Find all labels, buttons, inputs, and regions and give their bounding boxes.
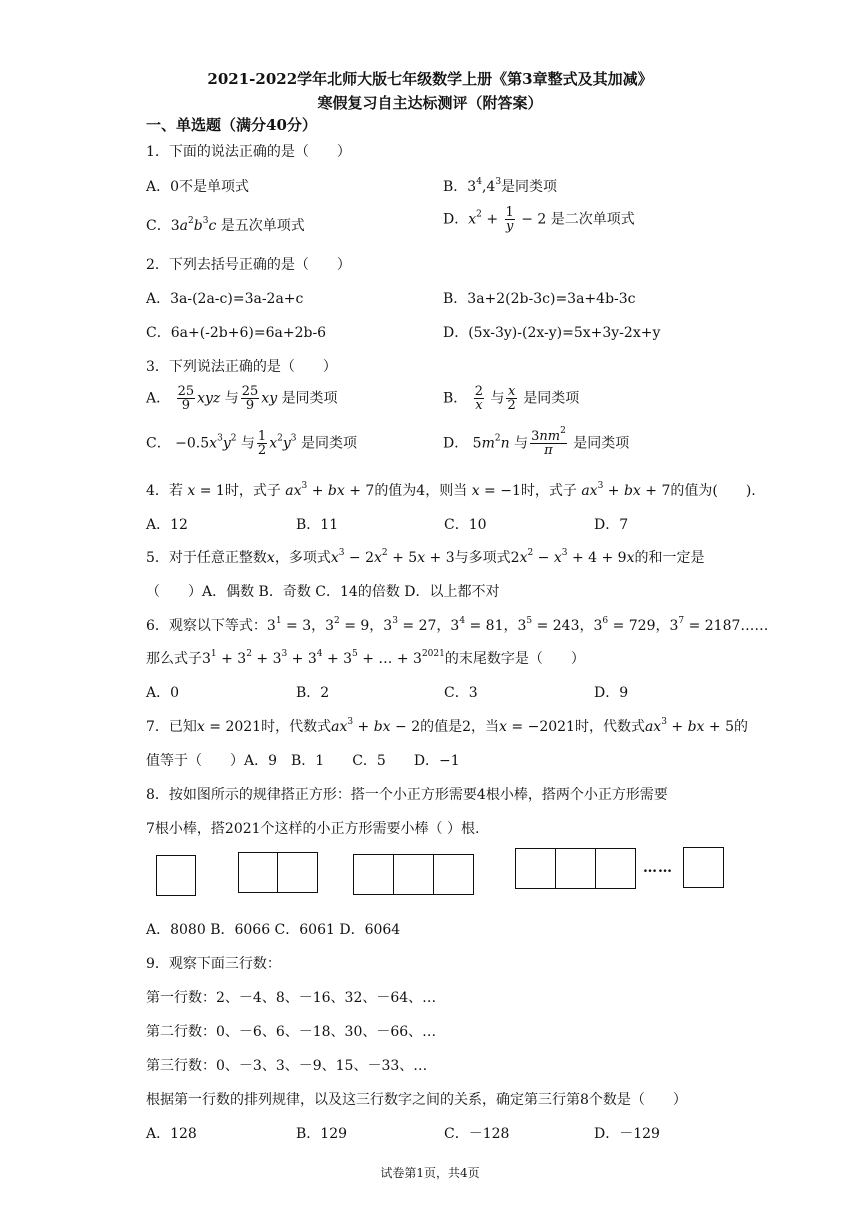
square-4b	[555, 848, 596, 889]
page-footer: 试卷第1页，共4页	[380, 1166, 480, 1180]
q4-option-b: B．11	[296, 517, 339, 533]
q2-option-d: D．(5x-3y)-(2x-y)=5x+3y-2x+y	[443, 325, 661, 341]
q1-option-a: A．0不是单项式	[146, 179, 250, 195]
square-1	[156, 855, 196, 896]
square-3a	[353, 854, 394, 895]
q9-option-c: C．－128	[444, 1126, 510, 1142]
q3-stem: 3．下列说法正确的是（ ）	[146, 359, 337, 375]
square-3b	[393, 854, 434, 895]
q9-option-d: D．－129	[594, 1126, 660, 1142]
q6-option-b: B．2	[296, 685, 330, 701]
q6-line2: 那么式子$3^1 + 3^2 + 3^3 + 3^4 + 3^5$ + … + $3^{2021}$的末尾数字是（ ）	[146, 649, 585, 667]
q7-line2: 值等于（ ）A．9 B．1 C．5 D．−1	[146, 753, 460, 769]
q5-line2: （ ）A．偶数 B．奇数 C．14的倍数 D．以上都不对	[146, 584, 500, 600]
square-2b	[277, 852, 318, 893]
q7-line1: 7．已知x = 2021时，代数式$ax^3$ + bx − 2的值是2，当x = −2021时，代数式$ax^3$ + bx + 5的	[146, 717, 748, 735]
q3-option-c: C． $-0.5x^3y^2$ 与 $\frac{1}{2}$ $x^2y^3$ 是同类项	[146, 429, 357, 458]
q8-line2: 7根小棒，搭2021个这样的小正方形需要小棒（ ）根.	[146, 821, 480, 837]
q3-option-d: D． $5m^2n$ 与 $\frac{3nm^2}{\pi}$ 是同类项	[443, 426, 630, 458]
q5-line1: 5．对于任意正整数x，多项式$x^3 - 2x^2 + 5x + 3$与多项式$2x^2 - x^3 + 4 + 9x$的和一定是	[146, 548, 705, 566]
q1-option-d: D．$x^2$ + $\frac{1}{y}$ − 2 是二次单项式	[443, 205, 635, 234]
q6-option-d: D．9	[594, 685, 629, 701]
doc-title-line2: 寒假复习自主达标测评（附答案）	[317, 94, 543, 112]
square-4a	[515, 848, 556, 889]
continuation-dots: ……	[643, 860, 673, 876]
q9-row1: 第一行数：2、－4、8、－16、32、－64、…	[146, 990, 437, 1006]
q1-option-c: C．$3a^2b^3c$ 是五次单项式	[146, 216, 305, 234]
q1-stem: 1．下面的说法正确的是（ ）	[146, 144, 351, 160]
q8-line1: 8．按如图所示的规律搭正方形：搭一个小正方形需要4根小棒，搭两个小正方形需要	[146, 787, 668, 803]
q6-option-a: A．0	[146, 685, 180, 701]
q6-line1: 6．观察以下等式：$3^1 = 3$，$3^2 = 9$，$3^3 = 27$，$3^4 = 81$，$3^5 = 243$，$3^6 = 729$，$3^7$ = 2187……	[146, 616, 769, 634]
square-4c	[595, 848, 636, 889]
q4-option-d: D．7	[594, 517, 629, 533]
q9-option-b: B．129	[296, 1126, 348, 1142]
square-n	[683, 847, 724, 888]
q9-ask: 根据第一行数的排列规律，以及这三行数字之间的关系，确定第三行第8个数是（ ）	[146, 1092, 687, 1108]
q4-option-c: C．10	[444, 517, 487, 533]
q8-options: A．8080 B．6066 C．6061 D．6064	[146, 922, 401, 938]
q2-option-a: A．3a-(2a-c)=3a-2a+c	[146, 291, 304, 307]
q9-row2: 第二行数：0、－6、6、－18、30、－66、…	[146, 1024, 437, 1040]
q9-stem: 9．观察下面三行数：	[146, 956, 281, 972]
q4-stem: 4．若 x = 1时，式子 $ax^3$ + bx + 7的值为4，则当 x = −1时，式子 $ax^3$ + bx + 7的值为( ).	[146, 481, 756, 499]
q4-option-a: A．12	[146, 517, 188, 533]
q3-option-b: B． $\frac{2}{x}$ 与 $\frac{x}{2}$ 是同类项	[443, 384, 580, 413]
q2-option-c: C．6a+(-2b+6)=6a+2b-6	[146, 325, 327, 341]
q6-option-c: C．3	[444, 685, 478, 701]
q3-option-a: A． $\frac{25}{9}$ xyz 与 $\frac{25}{9}$ xy 是同类项	[146, 384, 338, 413]
q1-option-b: B．$3^4,4^3$是同类项	[443, 177, 558, 195]
section-heading: 一、单选题（满分40分）	[146, 116, 317, 134]
q2-stem: 2．下列去括号正确的是（ ）	[146, 257, 351, 273]
square-2a	[238, 852, 278, 893]
square-3c	[433, 854, 474, 895]
q2-option-b: B．3a+2(2b-3c)=3a+4b-3c	[443, 291, 636, 307]
doc-title-line1: 2021-2022学年北师大版七年级数学上册《第3章整式及其加减》	[207, 70, 653, 88]
q9-row3: 第三行数：0、－3、3、－9、15、－33、…	[146, 1058, 428, 1074]
q9-option-a: A．128	[146, 1126, 197, 1142]
